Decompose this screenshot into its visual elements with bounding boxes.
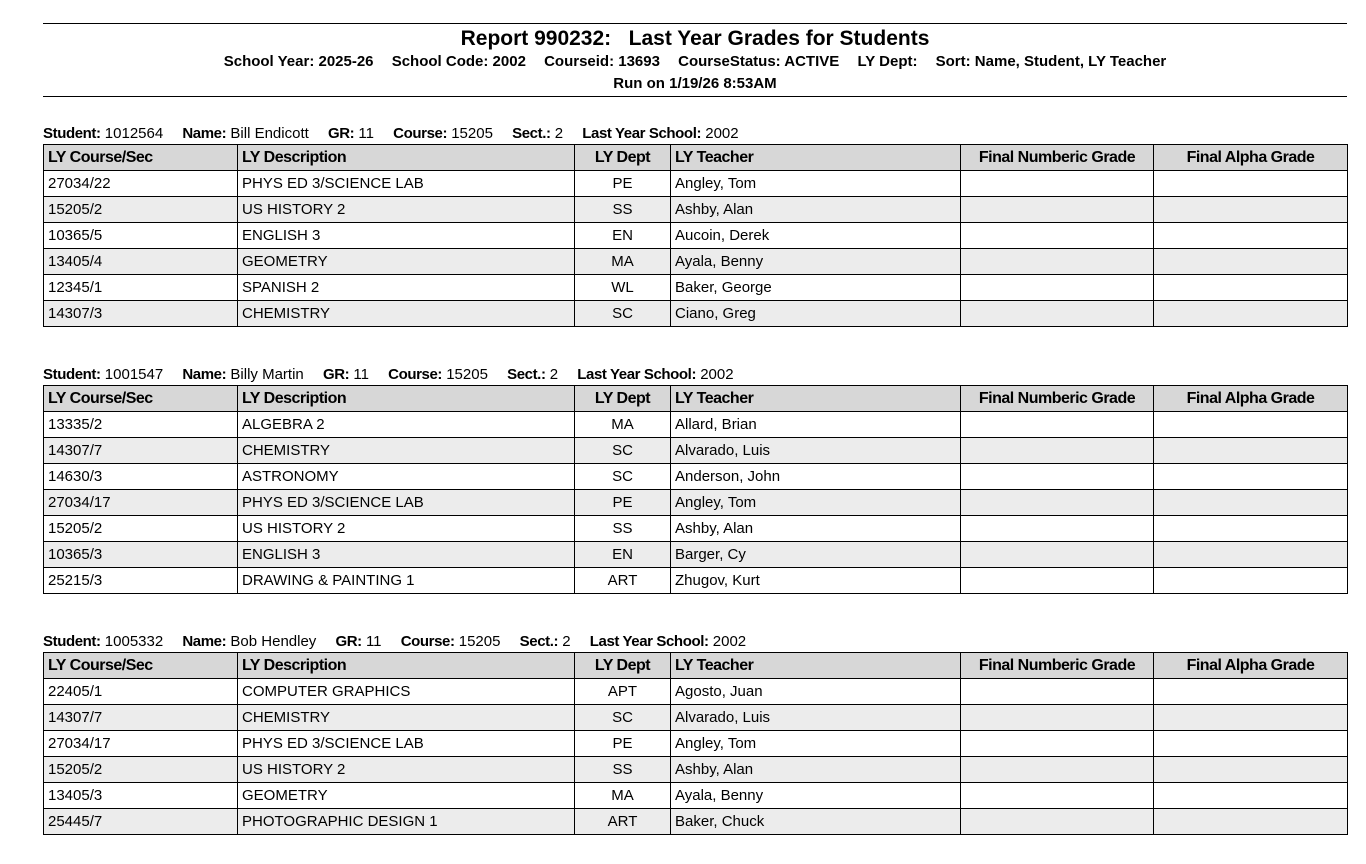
numeric-grade-cell: [961, 490, 1154, 516]
dept-cell: SC: [575, 464, 671, 490]
alpha-grade-cell: [1154, 542, 1348, 568]
col-description: LY Description: [238, 386, 575, 412]
grade-level: 11: [365, 633, 382, 650]
grade-level-label: GR:: [327, 125, 355, 142]
student-block: [43, 632, 1347, 835]
student-label: Student:: [43, 125, 101, 142]
description-cell: ENGLISH 3: [238, 223, 575, 249]
table-row: [44, 171, 1348, 197]
col-course-sec: LY Course/Sec: [44, 653, 238, 679]
ly-dept-filter: LY Dept:: [857, 53, 918, 70]
numeric-grade-cell: [961, 171, 1154, 197]
alpha-grade-cell: [1154, 490, 1348, 516]
section-number: 2: [562, 633, 571, 650]
dept-cell: SC: [575, 705, 671, 731]
course-sec-cell: 13405/3: [44, 783, 238, 809]
grade-level-label: GR:: [335, 633, 362, 650]
teacher-cell: Ashby, Alan: [671, 516, 961, 542]
col-numeric-grade: Final Numberic Grade: [961, 653, 1154, 679]
alpha-grade-cell: [1154, 783, 1348, 809]
student-name: Bob Hendley: [230, 633, 317, 650]
table-row: [44, 757, 1348, 783]
course-sec-cell: 14307/7: [44, 438, 238, 464]
run-timestamp: Run on 1/19/26 8:53AM: [613, 75, 777, 92]
teacher-cell: Angley, Tom: [671, 171, 961, 197]
student-label: Student:: [43, 633, 101, 650]
dept-cell: EN: [575, 223, 671, 249]
header-bottom-rule: [43, 96, 1347, 97]
col-numeric-grade: Final Numberic Grade: [961, 145, 1154, 171]
table-row: [44, 412, 1348, 438]
course-sec-cell: 15205/2: [44, 197, 238, 223]
description-cell: PHOTOGRAPHIC DESIGN 1: [238, 809, 575, 835]
last-year-school-label: Last Year School:: [589, 633, 709, 650]
student-name: Billy Martin: [230, 366, 304, 383]
course-label: Course:: [393, 125, 448, 142]
course-status: CourseStatus: ACTIVE: [678, 53, 840, 70]
header-row: [44, 386, 1348, 412]
numeric-grade-cell: [961, 275, 1154, 301]
col-teacher: LY Teacher: [671, 386, 961, 412]
dept-cell: ART: [575, 568, 671, 594]
last-year-school: 2002: [700, 366, 734, 383]
course-label: Course:: [388, 366, 443, 383]
description-cell: PHYS ED 3/SCIENCE LAB: [238, 171, 575, 197]
last-year-school-label: Last Year School:: [582, 125, 702, 142]
alpha-grade-cell: [1154, 223, 1348, 249]
dept-cell: PE: [575, 171, 671, 197]
numeric-grade-cell: [961, 412, 1154, 438]
alpha-grade-cell: [1154, 516, 1348, 542]
dept-cell: EN: [575, 542, 671, 568]
numeric-grade-cell: [961, 783, 1154, 809]
table-row: [44, 542, 1348, 568]
teacher-cell: Anderson, John: [671, 464, 961, 490]
teacher-cell: Agosto, Juan: [671, 679, 961, 705]
name-label: Name:: [182, 366, 227, 383]
table-row: [44, 464, 1348, 490]
report-title: Report 990232: Last Year Grades for Students: [460, 27, 930, 50]
description-cell: US HISTORY 2: [238, 516, 575, 542]
course-sec-cell: 10365/5: [44, 223, 238, 249]
alpha-grade-cell: [1154, 275, 1348, 301]
course-sec-cell: 22405/1: [44, 679, 238, 705]
alpha-grade-cell: [1154, 301, 1348, 327]
table-row: [44, 568, 1348, 594]
table-row: [44, 223, 1348, 249]
description-cell: US HISTORY 2: [238, 757, 575, 783]
alpha-grade-cell: [1154, 705, 1348, 731]
course-number: 15205: [451, 125, 493, 142]
dept-cell: ART: [575, 809, 671, 835]
course-sec-cell: 13335/2: [44, 412, 238, 438]
teacher-cell: Baker, George: [671, 275, 961, 301]
course-sec-cell: 12345/1: [44, 275, 238, 301]
grade-level-label: GR:: [322, 366, 350, 383]
description-cell: CHEMISTRY: [238, 438, 575, 464]
numeric-grade-cell: [961, 757, 1154, 783]
teacher-cell: Ashby, Alan: [671, 197, 961, 223]
grades-table: [43, 652, 1348, 835]
teacher-cell: Ayala, Benny: [671, 249, 961, 275]
student-label: Student:: [43, 366, 101, 383]
student-block: [43, 365, 1347, 594]
course-sec-cell: 15205/2: [44, 516, 238, 542]
teacher-cell: Angley, Tom: [671, 490, 961, 516]
dept-cell: SS: [575, 516, 671, 542]
numeric-grade-cell: [961, 301, 1154, 327]
teacher-cell: Alvarado, Luis: [671, 438, 961, 464]
teacher-cell: Ashby, Alan: [671, 757, 961, 783]
table-row: [44, 438, 1348, 464]
grade-level: 11: [358, 125, 374, 142]
teacher-cell: Angley, Tom: [671, 731, 961, 757]
numeric-grade-cell: [961, 438, 1154, 464]
table-row: [44, 783, 1348, 809]
course-label: Course:: [400, 633, 455, 650]
teacher-cell: Zhugov, Kurt: [671, 568, 961, 594]
student-id: 1012564: [104, 125, 164, 142]
teacher-cell: Baker, Chuck: [671, 809, 961, 835]
course-number: 15205: [458, 633, 501, 650]
col-alpha-grade: Final Alpha Grade: [1154, 386, 1348, 412]
header-row: [44, 145, 1348, 171]
course-sec-cell: 27034/22: [44, 171, 238, 197]
teacher-cell: Ayala, Benny: [671, 783, 961, 809]
description-cell: GEOMETRY: [238, 249, 575, 275]
dept-cell: MA: [575, 412, 671, 438]
section-label: Sect.:: [519, 633, 559, 650]
numeric-grade-cell: [961, 679, 1154, 705]
alpha-grade-cell: [1154, 679, 1348, 705]
dept-cell: WL: [575, 275, 671, 301]
numeric-grade-cell: [961, 223, 1154, 249]
name-label: Name:: [182, 125, 227, 142]
school-year: School Year: 2025-26: [223, 53, 374, 70]
alpha-grade-cell: [1154, 731, 1348, 757]
description-cell: PHYS ED 3/SCIENCE LAB: [238, 490, 575, 516]
course-sec-cell: 14630/3: [44, 464, 238, 490]
numeric-grade-cell: [961, 516, 1154, 542]
student-info-line: [43, 365, 1347, 385]
table-row: [44, 809, 1348, 835]
grades-table: [43, 385, 1348, 594]
section-label: Sect.:: [507, 366, 546, 383]
col-teacher: LY Teacher: [671, 145, 961, 171]
table-row: [44, 679, 1348, 705]
table-row: [44, 731, 1348, 757]
dept-cell: PE: [575, 731, 671, 757]
teacher-cell: Alvarado, Luis: [671, 705, 961, 731]
course-sec-cell: 14307/3: [44, 301, 238, 327]
description-cell: ENGLISH 3: [238, 542, 575, 568]
alpha-grade-cell: [1154, 809, 1348, 835]
col-alpha-grade: Final Alpha Grade: [1154, 653, 1348, 679]
dept-cell: MA: [575, 249, 671, 275]
table-row: [44, 705, 1348, 731]
col-course-sec: LY Course/Sec: [44, 386, 238, 412]
section-number: 2: [554, 125, 564, 142]
student-id: 1005332: [104, 633, 164, 650]
student-id: 1001547: [104, 366, 164, 383]
table-row: [44, 490, 1348, 516]
col-course-sec: LY Course/Sec: [44, 145, 238, 171]
course-sec-cell: 27034/17: [44, 490, 238, 516]
teacher-cell: Aucoin, Derek: [671, 223, 961, 249]
col-teacher: LY Teacher: [671, 653, 961, 679]
table-row: [44, 197, 1348, 223]
numeric-grade-cell: [961, 731, 1154, 757]
col-dept: LY Dept: [575, 145, 671, 171]
teacher-cell: Barger, Cy: [671, 542, 961, 568]
courseid: Courseid: 13693: [544, 53, 660, 70]
numeric-grade-cell: [961, 197, 1154, 223]
dept-cell: PE: [575, 490, 671, 516]
numeric-grade-cell: [961, 705, 1154, 731]
numeric-grade-cell: [961, 464, 1154, 490]
description-cell: PHYS ED 3/SCIENCE LAB: [238, 731, 575, 757]
alpha-grade-cell: [1154, 249, 1348, 275]
alpha-grade-cell: [1154, 171, 1348, 197]
table-row: [44, 516, 1348, 542]
numeric-grade-cell: [961, 568, 1154, 594]
description-cell: CHEMISTRY: [238, 301, 575, 327]
numeric-grade-cell: [961, 809, 1154, 835]
course-sec-cell: 10365/3: [44, 542, 238, 568]
report-parameters: [43, 53, 1347, 71]
teacher-cell: Allard, Brian: [671, 412, 961, 438]
name-label: Name:: [182, 633, 227, 650]
student-info-line: [43, 124, 1347, 144]
grade-level: 11: [353, 366, 369, 383]
description-cell: DRAWING & PAINTING 1: [238, 568, 575, 594]
col-description: LY Description: [238, 653, 575, 679]
col-numeric-grade: Final Numberic Grade: [961, 386, 1154, 412]
table-row: [44, 301, 1348, 327]
alpha-grade-cell: [1154, 464, 1348, 490]
dept-cell: SC: [575, 301, 671, 327]
header-top-rule: [43, 23, 1347, 24]
description-cell: COMPUTER GRAPHICS: [238, 679, 575, 705]
col-description: LY Description: [238, 145, 575, 171]
student-name: Bill Endicott: [230, 125, 309, 142]
description-cell: SPANISH 2: [238, 275, 575, 301]
grades-table: [43, 144, 1348, 327]
section-number: 2: [549, 366, 559, 383]
col-dept: LY Dept: [575, 653, 671, 679]
teacher-cell: Ciano, Greg: [671, 301, 961, 327]
table-row: [44, 249, 1348, 275]
course-sec-cell: 27034/17: [44, 731, 238, 757]
dept-cell: APT: [575, 679, 671, 705]
alpha-grade-cell: [1154, 412, 1348, 438]
col-dept: LY Dept: [575, 386, 671, 412]
description-cell: ASTRONOMY: [238, 464, 575, 490]
description-cell: CHEMISTRY: [238, 705, 575, 731]
course-sec-cell: 15205/2: [44, 757, 238, 783]
student-info-line: [43, 632, 1347, 652]
dept-cell: SS: [575, 197, 671, 223]
last-year-school-label: Last Year School:: [577, 366, 697, 383]
course-sec-cell: 13405/4: [44, 249, 238, 275]
dept-cell: SC: [575, 438, 671, 464]
sort-order: Sort: Name, Student, LY Teacher: [935, 53, 1167, 70]
alpha-grade-cell: [1154, 757, 1348, 783]
alpha-grade-cell: [1154, 438, 1348, 464]
numeric-grade-cell: [961, 542, 1154, 568]
dept-cell: SS: [575, 757, 671, 783]
numeric-grade-cell: [961, 249, 1154, 275]
last-year-school: 2002: [705, 125, 739, 142]
course-number: 15205: [446, 366, 488, 383]
description-cell: US HISTORY 2: [238, 197, 575, 223]
alpha-grade-cell: [1154, 568, 1348, 594]
col-alpha-grade: Final Alpha Grade: [1154, 145, 1348, 171]
description-cell: GEOMETRY: [238, 783, 575, 809]
course-sec-cell: 14307/7: [44, 705, 238, 731]
table-row: [44, 275, 1348, 301]
dept-cell: MA: [575, 783, 671, 809]
course-sec-cell: 25215/3: [44, 568, 238, 594]
student-block: [43, 124, 1347, 327]
last-year-school: 2002: [712, 633, 747, 650]
header-row: [44, 653, 1348, 679]
description-cell: ALGEBRA 2: [238, 412, 575, 438]
section-label: Sect.:: [512, 125, 551, 142]
school-code: School Code: 2002: [391, 53, 526, 70]
course-sec-cell: 25445/7: [44, 809, 238, 835]
alpha-grade-cell: [1154, 197, 1348, 223]
